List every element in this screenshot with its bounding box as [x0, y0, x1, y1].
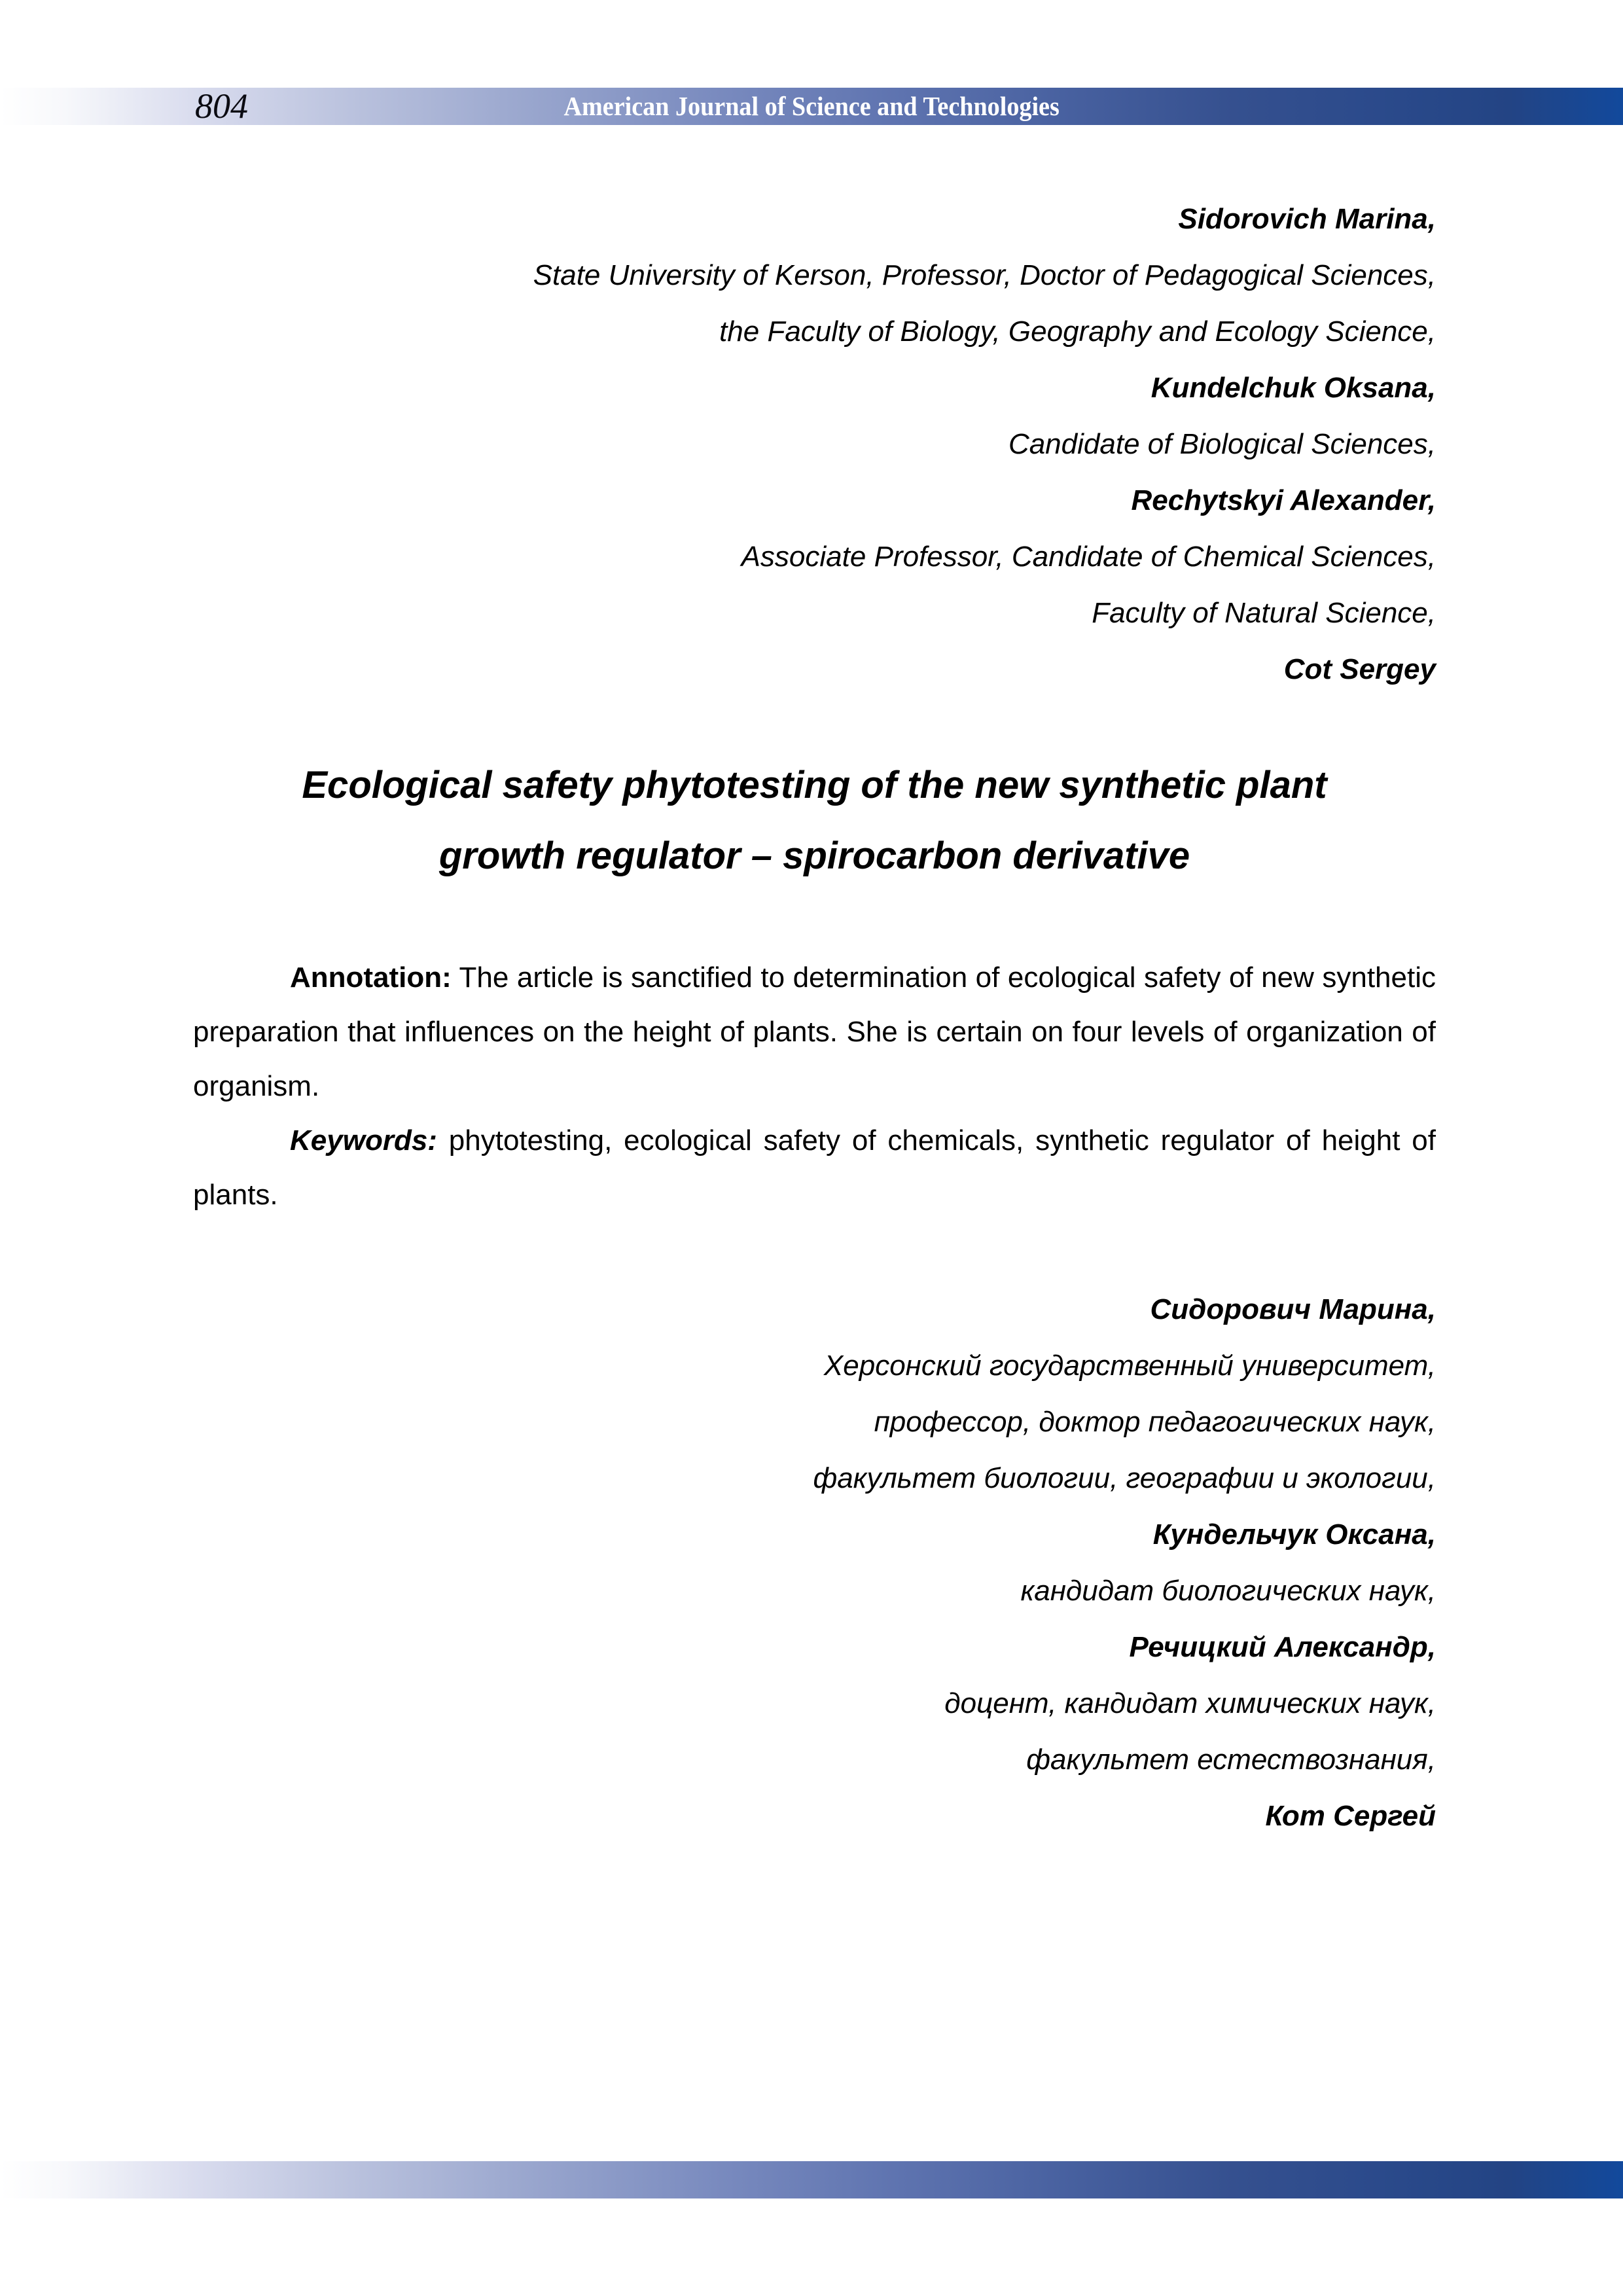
author-affiliation-ru: кандидат биологических наук, [1020, 1575, 1436, 1607]
author-affiliation-ru: доцент, кандидат химических наук, [944, 1687, 1436, 1719]
author-name-ru: Речицкий Александр, [1129, 1631, 1436, 1663]
page-header-bar [0, 88, 1623, 125]
keywords-text: phytotesting, ecological safety of chemicals, synthetic regulator of height of plants. [193, 1124, 1436, 1211]
author-affiliation-en: Faculty of Natural Science, [1092, 597, 1436, 629]
article-title-line-1: Ecological safety phytotesting of the new synthetic plant [302, 764, 1327, 806]
annotation-text: The article is sanctified to determination of ecological safety of new synthetic preparation that influences on the height of plants. She is certain on four levels of organization of organism. [193, 961, 1436, 1102]
author-affiliation-ru: факультет естествознания, [1026, 1744, 1436, 1776]
journal-title-wrap [0, 88, 1623, 125]
author-affiliation-ru: профессор, доктор педагогических наук, [874, 1406, 1436, 1438]
author-affiliation-en: the Faculty of Biology, Geography and Ecology Science, [719, 315, 1436, 348]
keywords-paragraph [193, 1113, 1436, 1222]
annotation-label: Annotation: [290, 961, 452, 994]
article-title [193, 750, 1436, 891]
annotation-paragraph [193, 950, 1436, 1113]
journal-title: American Journal of Science and Technologies [563, 91, 1060, 121]
article-title-line-2: growth regulator – spirocarbon derivative [438, 834, 1190, 877]
author-name-ru: Кундельчук Оксана, [1152, 1518, 1436, 1551]
page-number: 804 [195, 86, 248, 126]
page-footer-bar [0, 2161, 1623, 2198]
author-affiliation-en: Candidate of Biological Sciences, [1008, 428, 1436, 460]
author-name-en: Cot Sergey [1283, 653, 1436, 685]
author-affiliation-ru: Херсонский государственный университет, [823, 1350, 1436, 1382]
author-name-en: Sidorovich Marina, [1178, 203, 1436, 235]
author-name-ru: Кот Сергей [1265, 1800, 1436, 1832]
authors-english-block [193, 191, 1436, 698]
author-affiliation-ru: факультет биологии, географии и экологии, [813, 1462, 1436, 1494]
author-name-ru: Сидорович Марина, [1150, 1293, 1436, 1325]
author-affiliation-en: Associate Professor, Candidate of Chemical Sciences, [741, 541, 1436, 573]
author-affiliation-en: State University of Kerson, Professor, Doctor of Pedagogical Sciences, [533, 259, 1436, 291]
author-name-en: Rechytskyi Alexander, [1131, 484, 1436, 516]
author-name-en: Kundelchuk Oksana, [1150, 372, 1436, 404]
keywords-label: Keywords: [290, 1124, 437, 1157]
authors-russian-block [193, 1282, 1436, 1844]
